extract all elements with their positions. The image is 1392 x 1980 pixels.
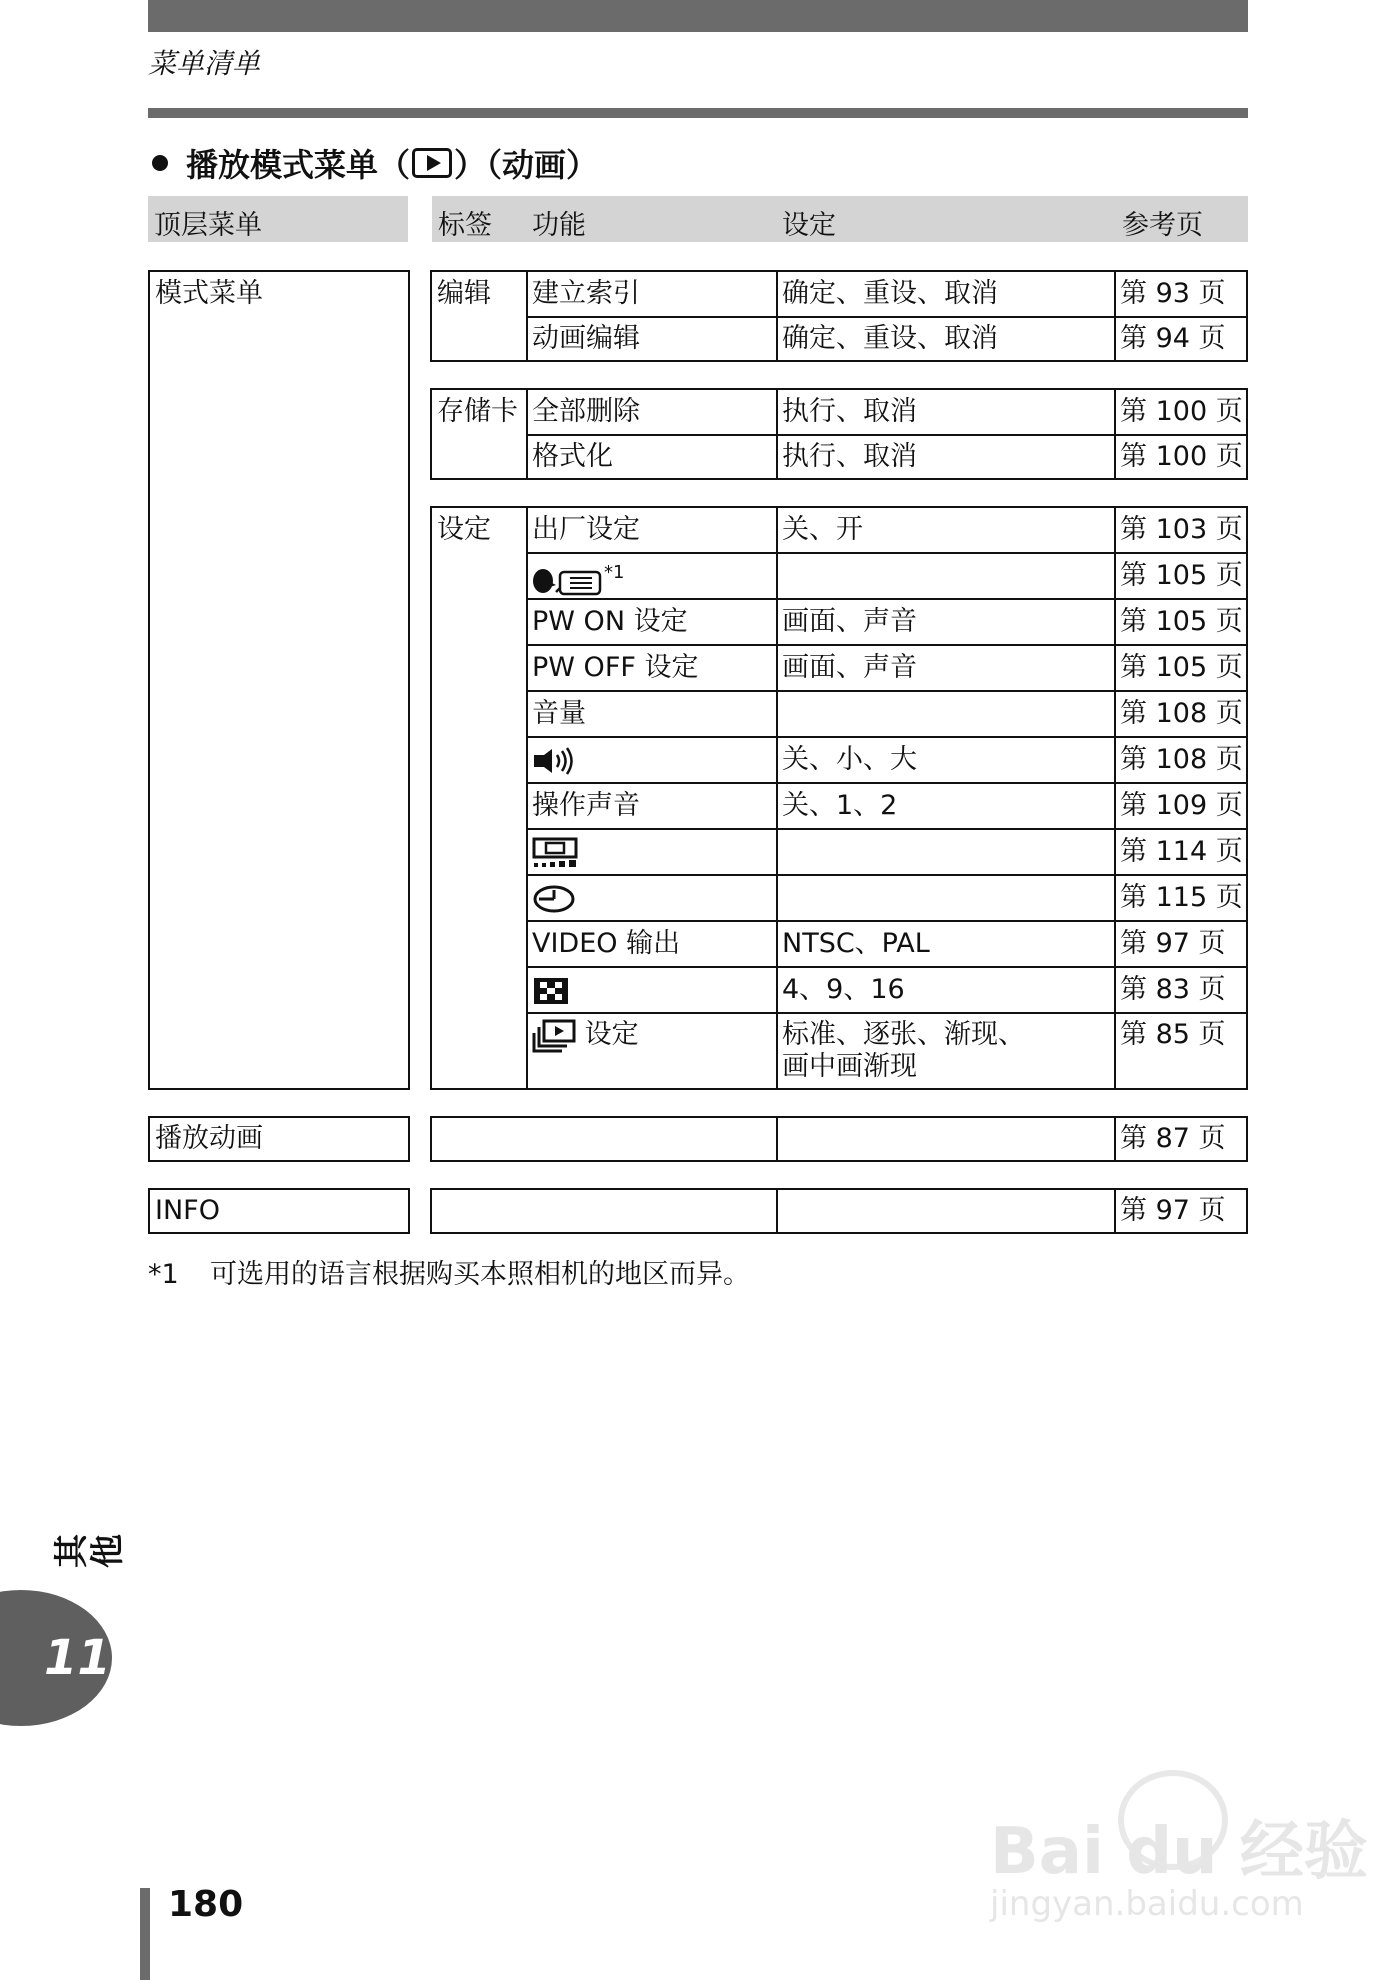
edit-ref-1: 第 94 页 <box>1120 323 1226 354</box>
col-setting: 设定 <box>782 210 836 241</box>
footnote-text: 可选用的语言根据购买本照相机的地区而异。 <box>210 1259 750 1290</box>
setup-func-2: PW ON 设定 <box>532 606 688 637</box>
card-func-0: 全部删除 <box>532 396 640 427</box>
setup-func-11 <box>532 1018 639 1053</box>
setup-set-3: 画面、声音 <box>782 652 917 683</box>
header-rule <box>148 108 1248 118</box>
info-ref: 第 97 页 <box>1120 1195 1226 1226</box>
watermark-url: jingyan.baidu.com <box>990 1884 1304 1924</box>
setup-ref-2: 第 105 页 <box>1120 606 1243 637</box>
setup-ref-1: 第 105 页 <box>1120 560 1243 591</box>
setup-set-10: 4、9、16 <box>782 974 905 1005</box>
card-ref-1: 第 100 页 <box>1120 441 1243 472</box>
setup-func-6: 操作声音 <box>532 790 640 821</box>
setup-group <box>430 506 1248 1090</box>
setup-func-1 <box>532 556 624 598</box>
edit-func-1: 动画编辑 <box>532 323 640 354</box>
bullet-icon <box>152 155 168 171</box>
slideshow-label: 设定 <box>584 1019 639 1050</box>
setup-ref-10: 第 83 页 <box>1120 974 1226 1005</box>
edit-ref-0: 第 93 页 <box>1120 278 1226 309</box>
watermark-brand: Bai du 经验 <box>990 1815 1368 1889</box>
monitor-brightness-icon <box>532 837 578 869</box>
setup-func-5 <box>532 743 576 777</box>
clock-icon <box>532 884 576 914</box>
col-top-menu: 顶层菜单 <box>154 210 262 241</box>
edit-set-1: 确定、重设、取消 <box>782 323 998 354</box>
setup-ref-7: 第 114 页 <box>1120 836 1243 867</box>
footnote-mark: *1 <box>148 1259 179 1290</box>
setup-ref-0: 第 103 页 <box>1120 514 1243 545</box>
setup-set-11b: 画中画渐现 <box>782 1051 917 1082</box>
footnote-ref: *1 <box>604 562 625 583</box>
card-set-0: 执行、取消 <box>782 396 917 427</box>
setup-set-6: 关、1、2 <box>782 790 898 821</box>
page-number: 180 <box>168 1884 244 1925</box>
setup-ref-11: 第 85 页 <box>1120 1019 1226 1050</box>
setup-set-5: 关、小、大 <box>782 744 917 775</box>
setup-ref-8: 第 115 页 <box>1120 882 1243 913</box>
section-title-prefix: 播放模式菜单（ <box>186 146 411 184</box>
movie-play-ref: 第 87 页 <box>1120 1123 1226 1154</box>
language-icon <box>532 564 604 598</box>
setup-tab: 设定 <box>437 514 491 545</box>
setup-ref-9: 第 97 页 <box>1120 928 1226 959</box>
movie-play-box <box>148 1116 410 1162</box>
mode-menu-label: 模式菜单 <box>155 278 263 309</box>
index-grid-icon <box>532 976 570 1006</box>
setup-func-0: 出厂设定 <box>532 514 640 545</box>
movie-play-label: 播放动画 <box>155 1123 263 1154</box>
setup-ref-4: 第 108 页 <box>1120 698 1243 729</box>
setup-func-10 <box>532 973 570 1007</box>
mode-menu-box <box>148 270 410 1090</box>
running-head: 菜单清单 <box>148 47 261 80</box>
section-title-suffix: ）（动画） <box>454 146 599 184</box>
card-group <box>430 388 1248 480</box>
chapter-number: 11 <box>44 1630 111 1686</box>
col-ref: 参考页 <box>1122 210 1203 241</box>
edit-tab: 编辑 <box>437 278 491 309</box>
card-tab: 存储卡 <box>437 396 518 427</box>
setup-set-0: 关、开 <box>782 514 863 545</box>
slideshow-icon <box>532 1019 576 1053</box>
setup-ref-5: 第 108 页 <box>1120 744 1243 775</box>
col-function: 功能 <box>532 210 586 241</box>
page-number-bar <box>140 1888 150 1980</box>
card-set-1: 执行、取消 <box>782 441 917 472</box>
info-label: INFO <box>155 1195 220 1226</box>
setup-func-4: 音量 <box>532 698 586 729</box>
col-tab: 标签 <box>438 210 492 241</box>
setup-set-9: NTSC、PAL <box>782 928 930 959</box>
setup-func-7 <box>532 835 578 869</box>
setup-func-3: PW OFF 设定 <box>532 652 699 683</box>
side-tab-label: 其他 <box>52 1534 128 1568</box>
card-func-1: 格式化 <box>532 441 613 472</box>
setup-ref-3: 第 105 页 <box>1120 652 1243 683</box>
edit-func-0: 建立索引 <box>532 278 640 309</box>
setup-func-8 <box>532 881 576 915</box>
edit-group <box>430 270 1248 362</box>
edit-set-0: 确定、重设、取消 <box>782 278 998 309</box>
setup-set-2: 画面、声音 <box>782 606 917 637</box>
info-detail <box>430 1188 1248 1234</box>
card-ref-0: 第 100 页 <box>1120 396 1243 427</box>
speaker-icon <box>532 746 576 776</box>
info-box <box>148 1188 410 1234</box>
setup-set-11: 标准、逐张、渐现、 <box>782 1019 1025 1050</box>
footnote <box>148 1252 750 1291</box>
movie-play-detail <box>430 1116 1248 1162</box>
play-icon <box>412 148 452 178</box>
setup-func-9: VIDEO 输出 <box>532 928 681 959</box>
setup-ref-6: 第 109 页 <box>1120 790 1243 821</box>
top-bar <box>148 0 1248 32</box>
section-heading <box>152 140 598 186</box>
